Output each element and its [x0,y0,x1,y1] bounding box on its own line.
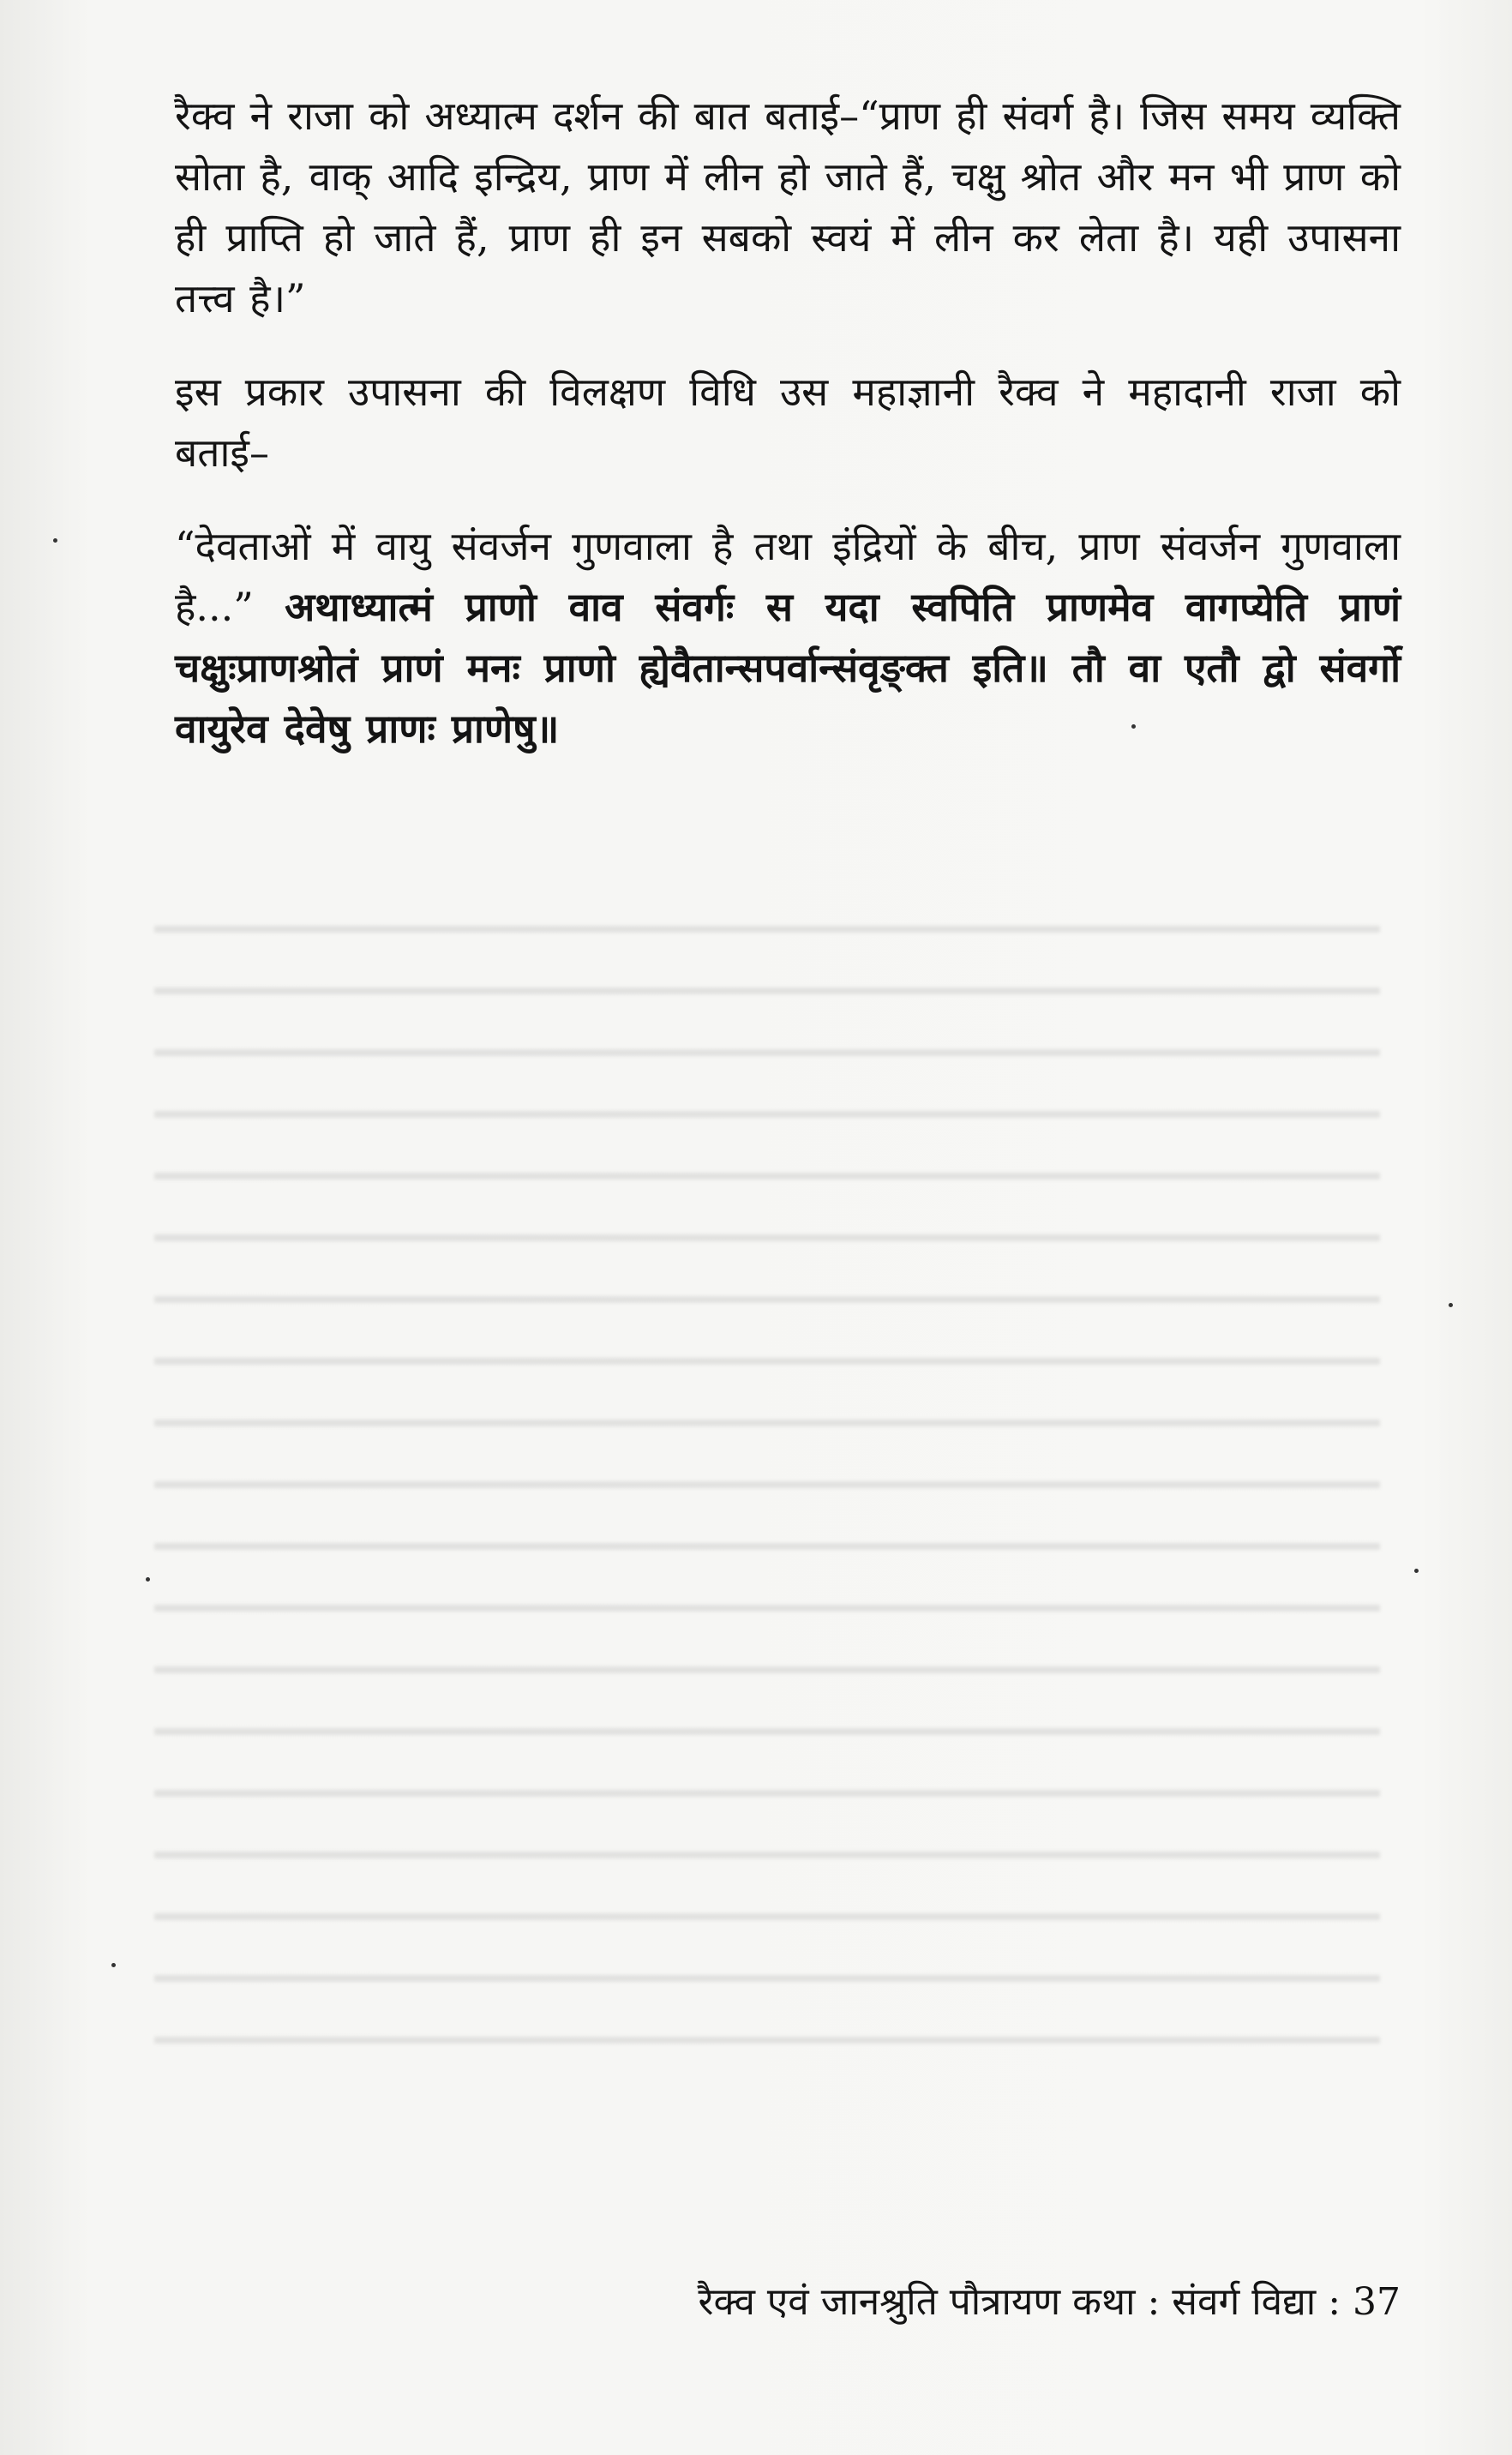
paragraph-quote-verse [175,516,1401,759]
bleed-through-texture [154,891,1380,2092]
paragraph-adhyatma: रैक्व ने राजा को अध्यात्म दर्शन की बात बताई–“प्राण ही संवर्ग है। जिस समय व्यक्ति सोता है, वाक् आदि इन्द्रिय, प्राण में लीन हो जाते हैं, चक्षु श्रोत और मन भी प्राण को ही प्राप्ति हो जाते हैं, प्राण ही इन सबको स्वयं में लीन कर लेता है। यही उपासना तत्त्व है।” [175,93,1401,321]
paper-speck [111,1963,116,1967]
running-footer: रैक्व एवं जानश्रुति पौत्रायण कथा : संवर्ग विद्या : 37 [698,2280,1401,2324]
paragraph-upasana: इस प्रकार उपासना की विलक्षण विधि उस महाज्ञानी रैक्व ने महादानी राजा को बताई– [175,369,1401,476]
paper-speck [146,1577,150,1582]
paper-speck [1131,724,1136,729]
quoted-translation: “देवताओं में वायु संवर्जन गुणवाला है तथा इंद्रियों के बीच, प्राण संवर्जन गुणवाला है...” [175,523,1401,630]
paper-speck [53,538,57,543]
sanskrit-verse: अथाध्यात्मं प्राणो वाव संवर्गः स यदा स्वपिति प्राणमेव वागप्येति प्राणं चक्षुःप्राणश्रोतं प्राणं मनः प्राणो ह्येवैतान्सपर्वान्संवृङ्क्त इति॥ तौ वा एतौ द्वो संवर्गो वायुरेव देवेषु प्राणः प्राणेषु॥ [175,584,1401,752]
paper-speck [1449,1303,1453,1307]
page-body [175,86,1401,759]
paper-speck [1414,1569,1419,1573]
